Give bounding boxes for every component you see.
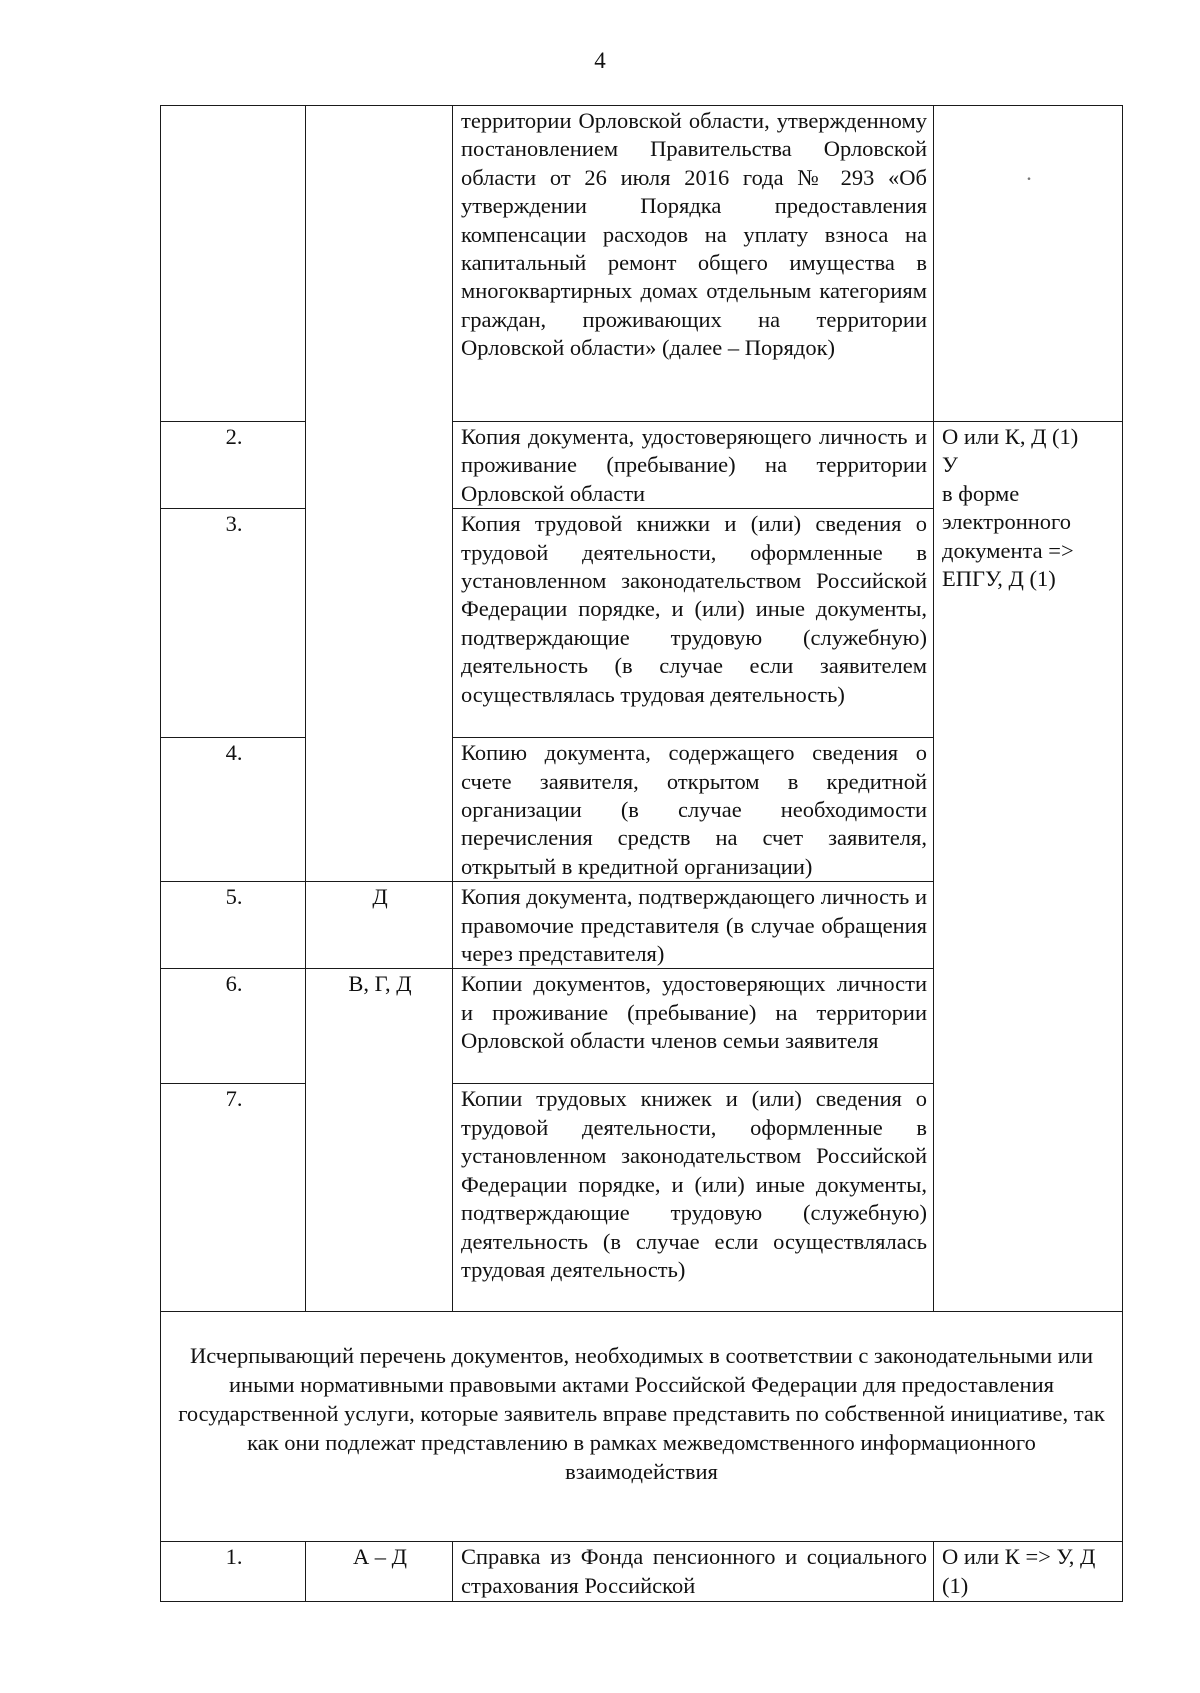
document-cell: Справка из Фонда пенсионного и социального страхования Российской	[453, 1542, 934, 1602]
table-row	[161, 422, 1123, 509]
category-cell: В, Г, Д	[306, 969, 453, 1312]
row-number-cell: 1.	[161, 1542, 306, 1602]
section-heading-row	[161, 1312, 1123, 1542]
procedure-cell	[934, 422, 1123, 1312]
row-number-cell	[161, 106, 306, 422]
procedure-line: в форме электронного документа => ЕПГУ, Д (1)	[942, 480, 1074, 592]
page-number: 4	[594, 48, 606, 73]
table-row	[161, 106, 1123, 422]
procedure-cell-empty: ·	[934, 106, 1123, 422]
document-cell: Копии трудовых книжек и (или) сведения о трудовой деятельности, оформленные в установленном законодательством Российской Федерации порядке, и (или) иные документы, подтверждающие трудовую (служебную) деятельность (в случае если осуществлялась трудовая деятельность)	[453, 1084, 934, 1312]
row-number-cell: 5.	[161, 882, 306, 969]
document-cell: Копия документа, удостоверяющего личность и проживание (пребывание) на территории Орловской области	[453, 422, 934, 509]
document-cell: Копия трудовой книжки и (или) сведения о трудовой деятельности, оформленные в установленном законодательством Российской Федерации порядке, и (или) иные документы, подтверждающие трудовую (служебную) деятельность (в случае если заявителем осуществлялась трудовая деятельность)	[453, 509, 934, 738]
section-heading: Исчерпывающий перечень документов, необходимых в соответствии с законодательными или иными нормативными правовыми актами Российской Федерации для предоставления государственной услуги, которые заявитель вправе представить по собственной инициативе, так как они подлежат представлению в рамках межведомственного информационного взаимодействия	[161, 1312, 1123, 1542]
row-number-cell: 2.	[161, 422, 306, 509]
table-row	[161, 1542, 1123, 1602]
document-cell: Копию документа, содержащего сведения о счете заявителя, открытом в кредитной организации (в случае необходимости перечисления средств на счет заявителя, открытый в кредитной организации)	[453, 738, 934, 882]
category-cell: Д	[306, 882, 453, 969]
row-number-cell: 6.	[161, 969, 306, 1084]
procedure-line: У	[942, 452, 958, 478]
documents-table	[160, 105, 1123, 1602]
document-cell: Копии документов, удостоверяющих личности и проживание (пребывание) на территории Орловской области членов семьи заявителя	[453, 969, 934, 1084]
procedure-cell: О или К => У, Д (1)	[934, 1542, 1123, 1602]
row-number-cell: 4.	[161, 738, 306, 882]
category-cell: А – Д	[306, 1542, 453, 1602]
category-cell	[306, 106, 453, 882]
document-cell: Копия документа, подтверждающего личность и правомочие представителя (в случае обращения через представителя)	[453, 882, 934, 969]
document-cell: территории Орловской области, утвержденному постановлением Правительства Орловской области от 26 июля 2016 года № 293 «Об утверждении Порядка предоставления компенсации расходов на уплату взноса на капитальный ремонт общего имущества в многоквартирных домах отдельным категориям граждан, проживающих на территории Орловской области» (далее – Порядок)	[453, 106, 934, 422]
row-number-cell: 3.	[161, 509, 306, 738]
row-number-cell: 7.	[161, 1084, 306, 1312]
procedure-line: О или К, Д (1)	[942, 424, 1079, 449]
